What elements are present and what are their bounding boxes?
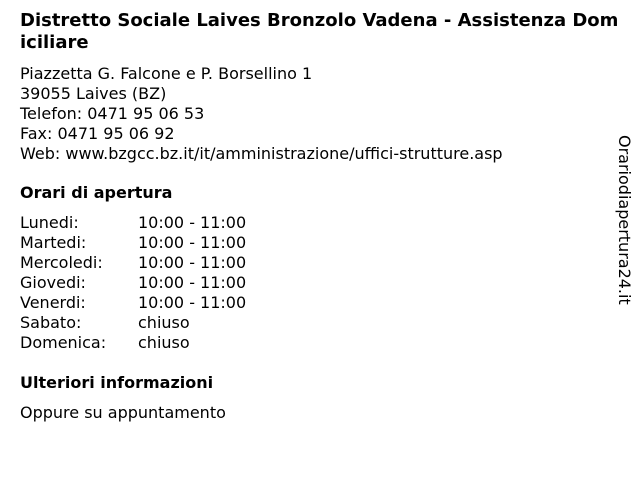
- time-value: 10:00 - 11:00: [138, 213, 247, 232]
- day-label: Domenica:: [20, 333, 107, 352]
- additional-info-heading: Ulteriori informazioni: [20, 373, 214, 392]
- phone-number: Telefon: 0471 95 06 53: [20, 104, 205, 123]
- day-label: Venerdi:: [20, 293, 86, 312]
- site-watermark: Orariodiapertura24.it: [615, 135, 634, 305]
- time-value: 10:00 - 11:00: [138, 253, 247, 272]
- hours-row-sunday: [20, 333, 246, 353]
- time-value: 10:00 - 11:00: [138, 233, 247, 252]
- day-label: Sabato:: [20, 313, 82, 332]
- day-label: Giovedi:: [20, 273, 86, 292]
- street-address: Piazzetta G. Falcone e P. Borsellino 1: [20, 64, 313, 83]
- hours-row-monday: [20, 213, 246, 233]
- page-title: Distretto Sociale Laives Bronzolo Vadena - Assistenza Domiciliare: [20, 10, 619, 53]
- hours-row-tuesday: [20, 233, 246, 253]
- time-value: chiuso: [138, 313, 190, 332]
- fax-number: Fax: 0471 95 06 92: [20, 124, 175, 143]
- website-link[interactable]: Web: www.bzgcc.bz.it/it/amministrazione/uffici-strutture.asp: [20, 144, 503, 163]
- hours-row-wednesday: [20, 253, 246, 273]
- additional-info-text: Oppure su appuntamento: [20, 403, 226, 422]
- day-label: Mercoledi:: [20, 253, 103, 272]
- day-label: Lunedi:: [20, 213, 79, 232]
- time-value: 10:00 - 11:00: [138, 293, 247, 312]
- hours-row-friday: [20, 293, 246, 313]
- time-value: chiuso: [138, 333, 190, 352]
- opening-hours-heading: Orari di apertura: [20, 183, 173, 202]
- day-label: Martedi:: [20, 233, 87, 252]
- address-block: [20, 64, 503, 164]
- opening-hours-table: [20, 213, 246, 353]
- time-value: 10:00 - 11:00: [138, 273, 247, 292]
- hours-row-thursday: [20, 273, 246, 293]
- city-address: 39055 Laives (BZ): [20, 84, 167, 103]
- hours-row-saturday: [20, 313, 246, 333]
